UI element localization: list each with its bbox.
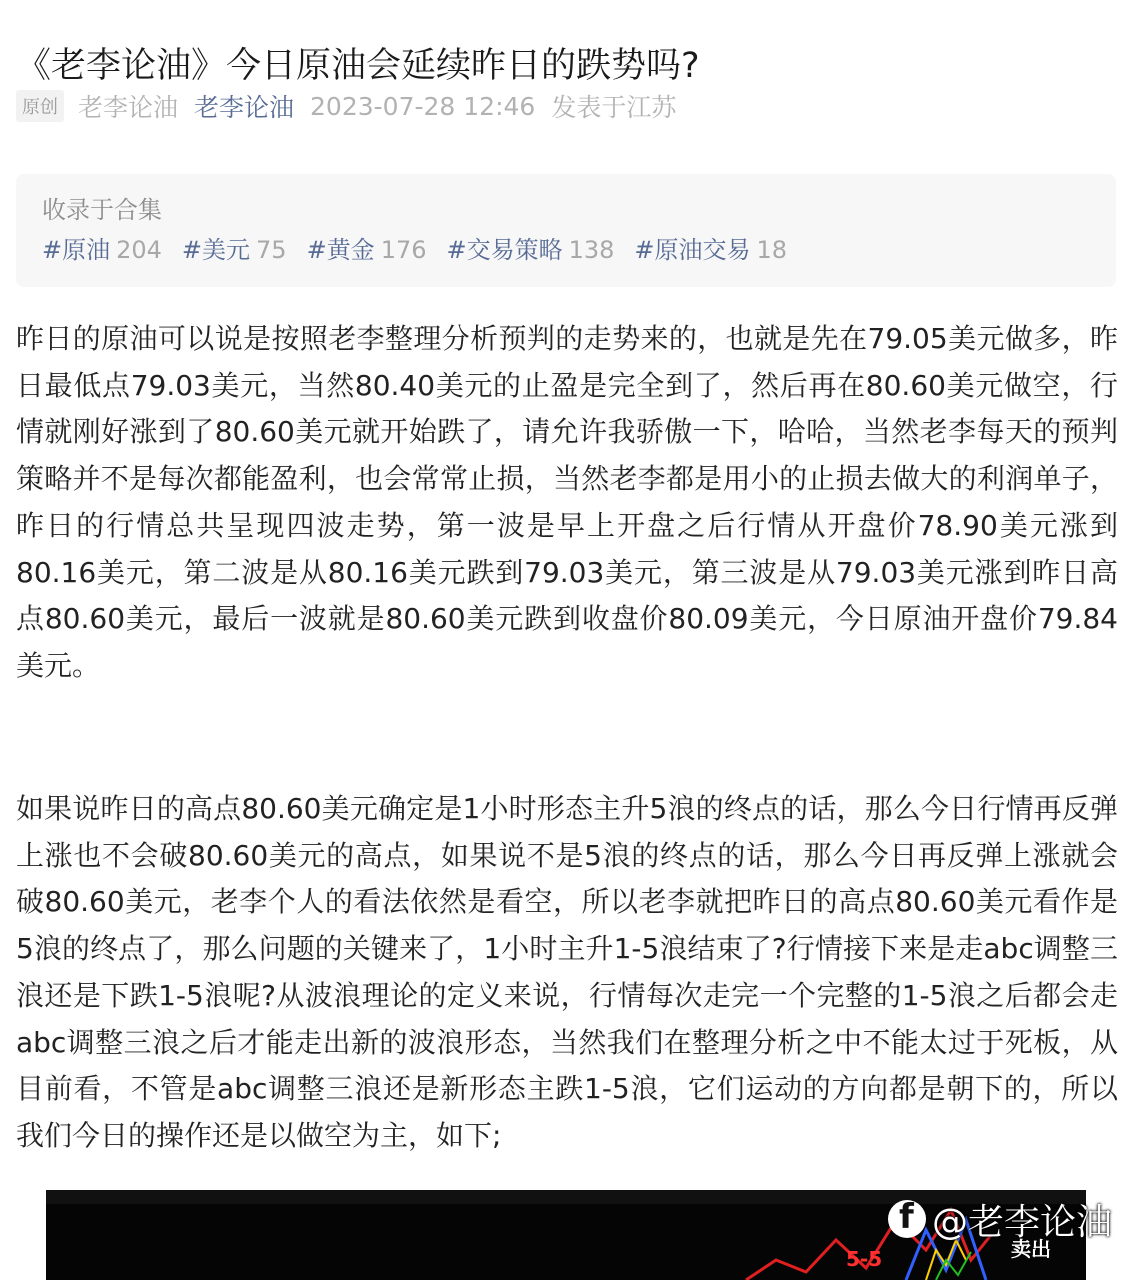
collection-box <box>16 174 1116 287</box>
tag-name: #原油 <box>42 236 111 264</box>
wave-label: 5-5 <box>846 1247 883 1271</box>
tag-name: #黄金 <box>306 236 375 264</box>
tag-name: #原油交易 <box>634 236 751 264</box>
article-title: 《老李论油》今日原油会延续昨日的跌势吗? <box>16 46 700 87</box>
tag-count: 176 <box>380 236 427 264</box>
article-meta <box>16 88 676 124</box>
tag-crude-oil[interactable] <box>42 234 162 266</box>
account-link[interactable]: 老李论油 <box>194 93 295 122</box>
tag-count: 138 <box>568 236 615 264</box>
sell-label: 卖出 <box>1011 1237 1051 1261</box>
tag-crude-oil-trading[interactable] <box>634 234 787 266</box>
tag-count: 18 <box>756 236 788 264</box>
tag-gold[interactable] <box>307 234 427 266</box>
publish-location: 发表于江苏 <box>551 93 677 122</box>
publish-time: 2023-07-28 12:46 <box>310 91 536 121</box>
tag-count: 75 <box>256 236 287 264</box>
tag-trading-strategy[interactable] <box>447 234 615 266</box>
collection-label: 收录于合集 <box>42 196 162 224</box>
tag-usd[interactable] <box>182 234 287 266</box>
collection-tags <box>42 234 1090 266</box>
platform-logo-icon <box>888 1200 926 1238</box>
tag-name: #美元 <box>181 236 251 264</box>
original-badge: 原创 <box>16 90 64 122</box>
body-paragraph-1: 昨日的原油可以说是按照老李整理分析预判的走势来的，也就是先在79.05美元做多，昨日最低点79.03美元，当然80.40美元的止盈是完全到了，然后再在80.60美元做空，行情就刚好涨到了80.60美元就开始跌了，请允许我骄傲一下，哈哈，当然老李每天的预判策略并不是每次都能盈利，也会常常止损，当然老李都是用小的止损去做大的利润单子，昨日的行情总共呈现四波走势，第一波是早上开盘之后行情从开盘价78.90美元涨到80.16美元，第二波是从80.16美元跌到79.03美元，第三波是从79.03美元涨到昨日高点80.60美元，最后一波就是80.60美元跌到收盘价80.09美元，今日原油开盘价79.84美元。 <box>16 322 1118 682</box>
watermark-text: @老李论油 <box>932 1201 1113 1243</box>
tag-count: 204 <box>116 236 162 264</box>
tag-name: #交易策略 <box>446 236 563 264</box>
author-name: 老李论油 <box>78 93 179 122</box>
watermark <box>888 1196 1112 1242</box>
body-paragraph-2: 如果说昨日的高点80.60美元确定是1小时形态主升5浪的终点的话，那么今日行情再反弹上涨也不会破80.60美元的高点，如果说不是5浪的终点的话，那么今日再反弹上涨就会破80.60美元，老李个人的看法依然是看空，所以老李就把昨日的高点80.60美元看作是5浪的终点了，那么问题的关键来了，1小时主升1-5浪结束了?行情接下来是走abc调整三浪还是下跌1-5浪呢?从波浪理论的定义来说，行情每次走完一个完整的1-5浪之后都会走abc调整三浪之后才能走出新的波浪形态，当然我们在整理分析之中不能太过于死板，从目前看，不管是abc调整三浪还是新形态主跌1-5浪，它们运动的方向都是朝下的，所以我们今日的操作还是以做空为主，如下; <box>16 792 1118 1152</box>
